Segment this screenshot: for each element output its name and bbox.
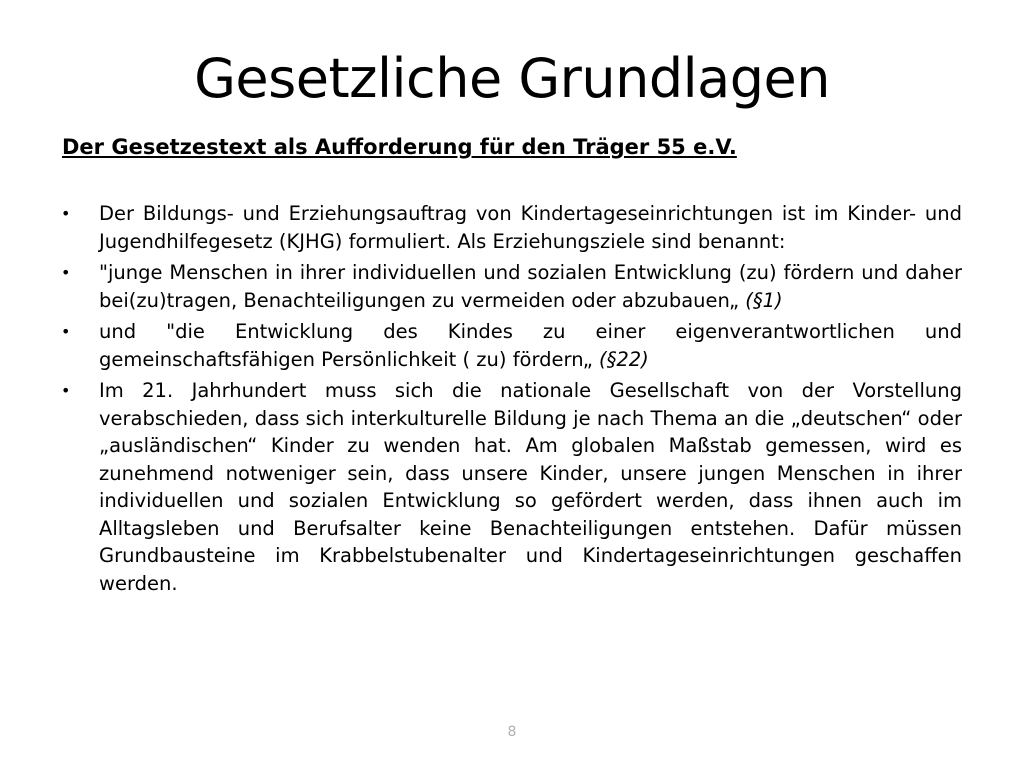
bullet-icon: • — [61, 204, 71, 223]
bullet-item — [62, 200, 962, 255]
page-number: 8 — [507, 724, 517, 740]
bullet-item — [62, 318, 962, 373]
bullet-item — [62, 259, 962, 314]
bullet-text: Im 21. Jahrhundert muss sich die nationale Gesellschaft von der Vorstellung verabschieden, dass sich interkulturelle Bildung je nach Thema an die „deutschen“ oder „ausländischen“ Kinder zu wenden hat. Am globalen Maßstab gemessen, wird es zunehmend notweniger sein, dass unsere Kinder, unsere jungen Menschen in ihrer individuellen und sozialen Entwicklung so gefördert werden, dass ihnen auch im Alltagsleben und Berufsalter keine Benachteiligungen entstehen. Dafür müssen Grundbausteine im Krabbelstubenalter und Kindertageseinrichtungen geschaffen werden. — [99, 379, 962, 595]
bullet-list — [62, 200, 962, 601]
bullet-icon: • — [61, 263, 71, 282]
bullet-text: "junge Menschen in ihrer individuellen und sozialen Entwicklung (zu) fördern und daher bei(zu)tragen, Benachteiligungen zu vermeiden oder abzubauen„ — [99, 261, 962, 312]
law-reference: (§1) — [745, 288, 783, 312]
bullet-text: und "die Entwicklung des Kindes zu einer eigenverantwortlichen und gemeinschaftsfähigen Persönlichkeit ( zu) fördern„ — [99, 320, 962, 371]
slide-title: Gesetzliche Grundlagen — [194, 47, 830, 110]
slide-subtitle: Der Gesetzestext als Aufforderung für den Träger 55 e.V. — [62, 135, 737, 159]
bullet-icon: • — [61, 381, 71, 400]
bullet-icon: • — [61, 322, 71, 341]
bullet-item — [62, 377, 962, 597]
law-reference: (§22) — [599, 347, 649, 371]
bullet-text: Der Bildungs- und Erziehungsauftrag von Kindertageseinrichtungen ist im Kinder- und Jugendhilfegesetz (KJHG) formuliert. Als Erziehungsziele sind benannt: — [99, 202, 962, 253]
